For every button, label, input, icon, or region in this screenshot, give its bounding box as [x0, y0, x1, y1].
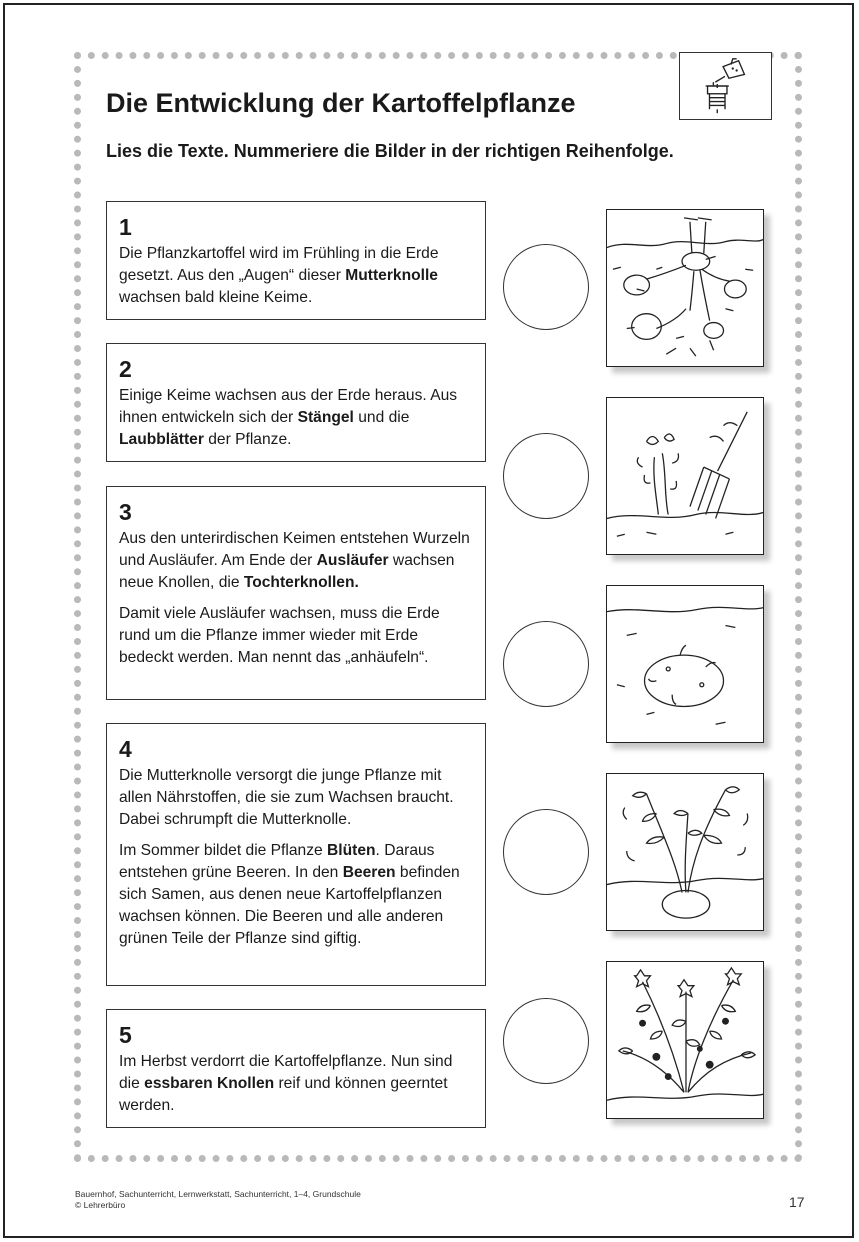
bold-term: Laubblätter: [119, 431, 204, 448]
step-paragraph: [119, 765, 473, 831]
step-text: [119, 528, 473, 669]
step-paragraph: [119, 840, 473, 950]
step-number: 5: [119, 1022, 132, 1048]
step-box-3: [106, 486, 486, 700]
step-box-5: [106, 1009, 486, 1128]
step-paragraph: [119, 385, 473, 451]
answer-circle-1[interactable]: [503, 244, 589, 330]
picture-4: [606, 773, 764, 931]
text-run: wachsen bald kleine Keime.: [119, 289, 313, 306]
text-run: Damit viele Ausläufer wachsen, muss die Erde rund um die Pflanze immer wieder mit Erde bedeckt werden. Man nennt das „anhäufeln“.: [119, 605, 440, 666]
step-number: 3: [119, 499, 132, 525]
step-paragraph: [119, 243, 473, 309]
text-run: . Daraus entstehen grüne Beeren. In den: [119, 842, 435, 881]
footer-source: Bauernhof, Sachunterricht, Lernwerkstatt, Sachunterricht, 1–4, Grundschule: [75, 1189, 361, 1199]
step-paragraph: [119, 1051, 473, 1117]
bold-term: Blüten: [327, 842, 376, 859]
text-run: und die: [353, 409, 410, 426]
answer-circle-3[interactable]: [503, 621, 589, 707]
text-run: Im Herbst verdorrt die Kartoffelpflanze. Nun sind die: [119, 1053, 453, 1092]
text-run: wachsen neue Knollen, die: [119, 552, 455, 591]
potato-tubers-underground-icon: [607, 210, 763, 366]
bold-term: Mutterknolle: [345, 267, 438, 284]
instruction-text: Lies die Texte. Nummeriere die Bilder in der richtigen Reihenfolge.: [106, 141, 674, 161]
step-number: 4: [119, 736, 132, 762]
footer: [75, 1189, 361, 1211]
step-number: 2: [119, 356, 132, 382]
step-text: [119, 1051, 473, 1117]
bold-term: Stängel: [297, 409, 354, 426]
answer-circle-2[interactable]: [503, 433, 589, 519]
text-run: Die Pflanzkartoffel wird im Frühling in die Erde gesetzt. Aus den „Augen“ dieser: [119, 245, 439, 284]
text-run: der Pflanze.: [203, 431, 292, 448]
text-run: Aus den unterirdischen Keimen entstehen Wurzeln und Ausläufer. Am Ende der: [119, 530, 470, 569]
step-number: 1: [119, 214, 132, 240]
picture-1: [606, 209, 764, 367]
flowering-potato-plant-icon: [607, 962, 763, 1118]
answer-circle-5[interactable]: [503, 998, 589, 1084]
text-run: Im Sommer bildet die Pflanze: [119, 842, 328, 859]
step-paragraph: [119, 528, 473, 594]
answer-circle-4[interactable]: [503, 809, 589, 895]
step-box-1: [106, 201, 486, 320]
step-text: [119, 243, 473, 309]
bold-term: Beeren: [342, 864, 396, 881]
bold-term: essbaren Knollen: [144, 1075, 275, 1092]
picture-2: [606, 397, 764, 555]
bold-term: Ausläufer: [316, 552, 389, 569]
bold-term: Tochterknollen.: [243, 574, 359, 591]
watering-can-icon: [680, 53, 771, 119]
step-text: [119, 765, 473, 950]
footer-copyright: © Lehrerbüro: [75, 1200, 126, 1210]
step-box-2: [106, 343, 486, 462]
picture-3: [606, 585, 764, 743]
picture-5: [606, 961, 764, 1119]
step-paragraph: [119, 603, 473, 669]
text-run: befinden sich Samen, aus denen neue Kartoffelpflanzen wachsen können. Die Beeren und alle anderen grünen Teile der Pflanze sind giftig.: [119, 864, 460, 947]
step-text: [119, 385, 473, 451]
logo-box: [679, 52, 772, 120]
step-box-4: [106, 723, 486, 986]
text-run: reif und können geerntet werden.: [119, 1075, 448, 1114]
seed-potato-in-soil-icon: [607, 586, 763, 742]
page-title: Die Entwicklung der Kartoffelpflanze: [106, 88, 576, 118]
page-number: 17: [789, 1194, 805, 1210]
text-run: Einige Keime wachsen aus der Erde heraus. Aus ihnen entwickeln sich der: [119, 387, 458, 426]
text-run: Die Mutterknolle versorgt die junge Pflanze mit allen Nährstoffen, die sie zum Wachsen braucht. Dabei schrumpft die Mutterknolle.: [119, 767, 454, 828]
digging-fork-withered-plant-icon: [607, 398, 763, 554]
young-potato-plant-icon: [607, 774, 763, 930]
